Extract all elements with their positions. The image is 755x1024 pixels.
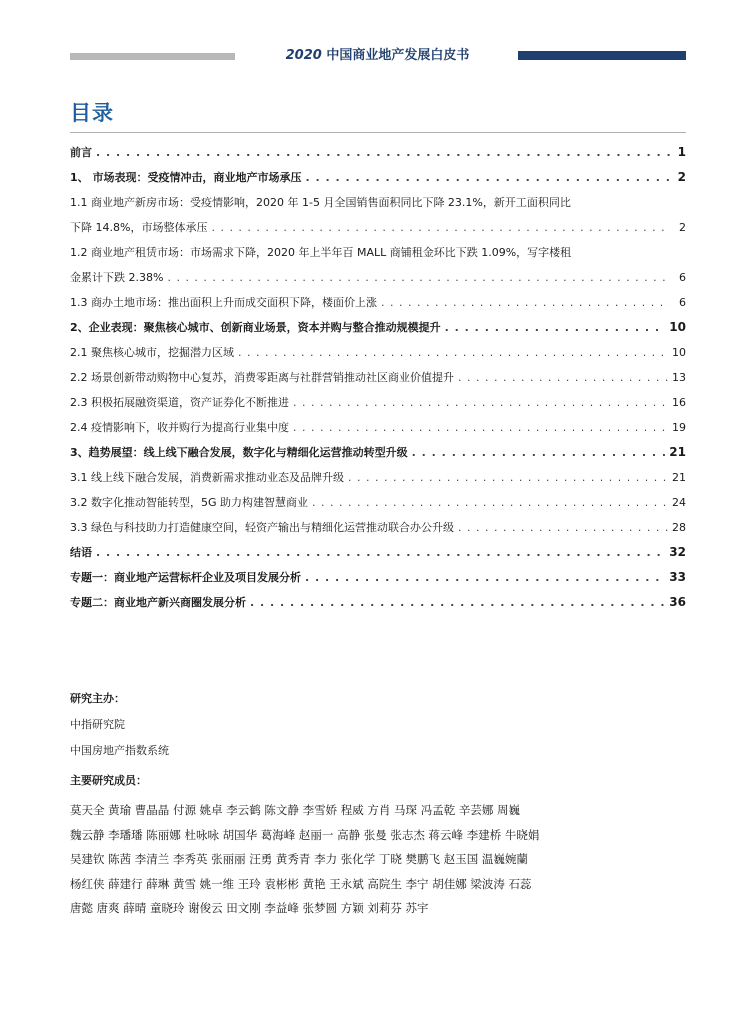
toc-entry-title: 3、趋势展望：线上线下融合发展，数字化与精细化运营推动转型升级	[70, 446, 408, 459]
toc-entry[interactable]	[70, 363, 686, 388]
toc-dot-leader	[96, 542, 665, 563]
toc-page-number: 33	[669, 570, 686, 584]
toc-entry[interactable]	[70, 188, 686, 238]
toc-dot-leader	[305, 567, 665, 588]
toc-entry-title: 结语	[70, 546, 92, 559]
toc-dot-leader	[305, 167, 670, 188]
toc-entry-title: 3.2 数字化推动智能转型，5G 助力构建智慧商业	[70, 496, 309, 509]
members-label: 主要研究成员：	[70, 774, 147, 787]
toc-dot-leader	[293, 417, 668, 438]
toc-page-number: 10	[672, 346, 686, 359]
members-line: 吴建钦 陈茜 李清兰 李秀英 张丽丽 汪勇 黄秀青 李力 张化学 丁晓 樊鹏飞 赵玉国 温巍婉蘭	[70, 852, 528, 866]
header-title-text: 中国商业地产发展白皮书	[326, 48, 470, 63]
table-of-contents	[70, 138, 686, 613]
toc-entry-title: 1.3 商办土地市场：推出面积上升而成交面积下降，楼面价上涨	[70, 296, 377, 309]
toc-page-number: 2	[677, 170, 686, 184]
toc-entry[interactable]	[70, 138, 686, 163]
toc-entry[interactable]	[70, 313, 686, 338]
toc-entry[interactable]	[70, 438, 686, 463]
toc-dot-leader	[445, 317, 666, 338]
toc-entry-title: 前言	[70, 146, 92, 159]
toc-entry-title: 1、 市场表现：受疫情冲击，商业地产市场承压	[70, 171, 302, 184]
toc-page-number: 6	[679, 271, 686, 284]
toc-entry[interactable]	[70, 463, 686, 488]
toc-page-number: 16	[672, 396, 686, 409]
toc-entry-title: 专题一：商业地产运营标杆企业及项目发展分析	[70, 571, 301, 584]
toc-dot-leader	[238, 342, 668, 363]
toc-entry-title-line1: 1.1 商业地产新房市场：受疫情影响，2020 年 1-5 月全国销售面积同比下降 23.1%，新开工面积同比	[70, 196, 571, 209]
toc-page-number: 6	[679, 296, 686, 309]
toc-entry[interactable]	[70, 413, 686, 438]
toc-divider	[70, 132, 686, 133]
toc-entry-title: 3.1 线上线下融合发展，消费新需求推动业态及品牌升级	[70, 471, 344, 484]
toc-page-number: 24	[672, 496, 686, 509]
document-header-title	[250, 44, 505, 63]
toc-page-number: 21	[672, 471, 686, 484]
sponsor-label: 研究主办：	[70, 692, 125, 705]
members-list	[70, 798, 690, 921]
toc-page-number: 28	[672, 521, 686, 534]
toc-entry-title: 2.1 聚焦核心城市，挖掘潜力区域	[70, 346, 234, 359]
toc-entry[interactable]	[70, 238, 686, 288]
toc-dot-leader	[293, 392, 668, 413]
members-line: 杨红侠 薛建行 薛琳 黄雪 姚一维 王玲 袁彬彬 黄艳 王永斌 高院生 李宁 胡佳娜 梁波涛 石蕊	[70, 876, 532, 891]
toc-dot-leader	[211, 217, 670, 238]
toc-entry-title-line1: 1.2 商业地产租赁市场：市场需求下降，2020 年上半年百 MALL 商铺租金环比下跌 1.09%，写字楼租	[70, 246, 572, 259]
toc-page-number: 19	[672, 421, 686, 434]
toc-entry-title: 3.3 绿色与科技助力打造健康空间，轻资产输出与精细化运营推动联合办公升级	[70, 521, 454, 534]
toc-page-number: 13	[672, 371, 686, 384]
sponsor-org-1: 中指研究院	[70, 718, 125, 731]
toc-dot-leader	[96, 142, 670, 163]
toc-entry-title: 金累计下跌 2.38%	[70, 271, 164, 284]
toc-entry[interactable]	[70, 338, 686, 363]
toc-dot-leader	[412, 442, 666, 463]
toc-dot-leader	[458, 367, 668, 388]
header-decor-bar-right	[518, 51, 686, 60]
toc-entry-title: 2、企业表现：聚焦核心城市、创新商业场景，资本并购与整合推动规模提升	[70, 321, 441, 334]
toc-entry-title: 2.4 疫情影响下，收并购行为提高行业集中度	[70, 421, 289, 434]
toc-entry[interactable]	[70, 588, 686, 613]
header-decor-bar-left	[70, 53, 235, 60]
toc-dot-leader	[312, 492, 668, 513]
toc-dot-leader	[348, 467, 668, 488]
toc-entry[interactable]	[70, 388, 686, 413]
toc-page-number: 36	[669, 595, 686, 609]
toc-page-number: 32	[669, 545, 686, 559]
members-line: 魏云静 李璠璠 陈丽娜 杜咏咏 胡国华 葛海峰 赵丽一 高静 张曼 张志杰 蒋云峰 李建桥 牛晓娟	[70, 827, 540, 842]
members-line: 莫天全 黄瑜 曹晶晶 付源 姚卓 李云鹤 陈文静 李雪娇 程威 方肖 马琛 冯孟乾 辛芸娜 周巍	[70, 803, 521, 817]
toc-dot-leader	[381, 292, 670, 313]
toc-page-number: 21	[669, 445, 686, 459]
toc-entry[interactable]	[70, 163, 686, 188]
toc-entry-title: 2.2 场景创新带动购物中心复苏，消费零距离与社群营销推动社区商业价值提升	[70, 371, 454, 384]
sponsor-org-2: 中国房地产指数系统	[70, 744, 169, 757]
toc-entry-title: 2.3 积极拓展融资渠道，资产证券化不断推进	[70, 396, 289, 409]
members-line: 唐懿 唐爽 薛晴 童晓玲 谢俊云 田文刚 李益峰 张梦圆 方颖 刘莉芬 苏宇	[70, 901, 429, 915]
toc-page-number: 10	[669, 320, 686, 334]
toc-entry[interactable]	[70, 538, 686, 563]
toc-entry[interactable]	[70, 563, 686, 588]
toc-entry-title: 专题二：商业地产新兴商圈发展分析	[70, 596, 246, 609]
toc-page-number: 2	[679, 221, 686, 234]
toc-entry[interactable]	[70, 513, 686, 538]
toc-dot-leader	[458, 517, 668, 538]
toc-dot-leader	[250, 592, 665, 613]
toc-dot-leader	[167, 267, 670, 288]
toc-entry[interactable]	[70, 488, 686, 513]
toc-page-number: 1	[677, 145, 686, 159]
toc-entry-title: 下降 14.8%，市场整体承压	[70, 221, 208, 234]
header-year: 2020	[285, 48, 322, 63]
toc-heading: 目录	[70, 101, 114, 125]
toc-entry[interactable]	[70, 288, 686, 313]
